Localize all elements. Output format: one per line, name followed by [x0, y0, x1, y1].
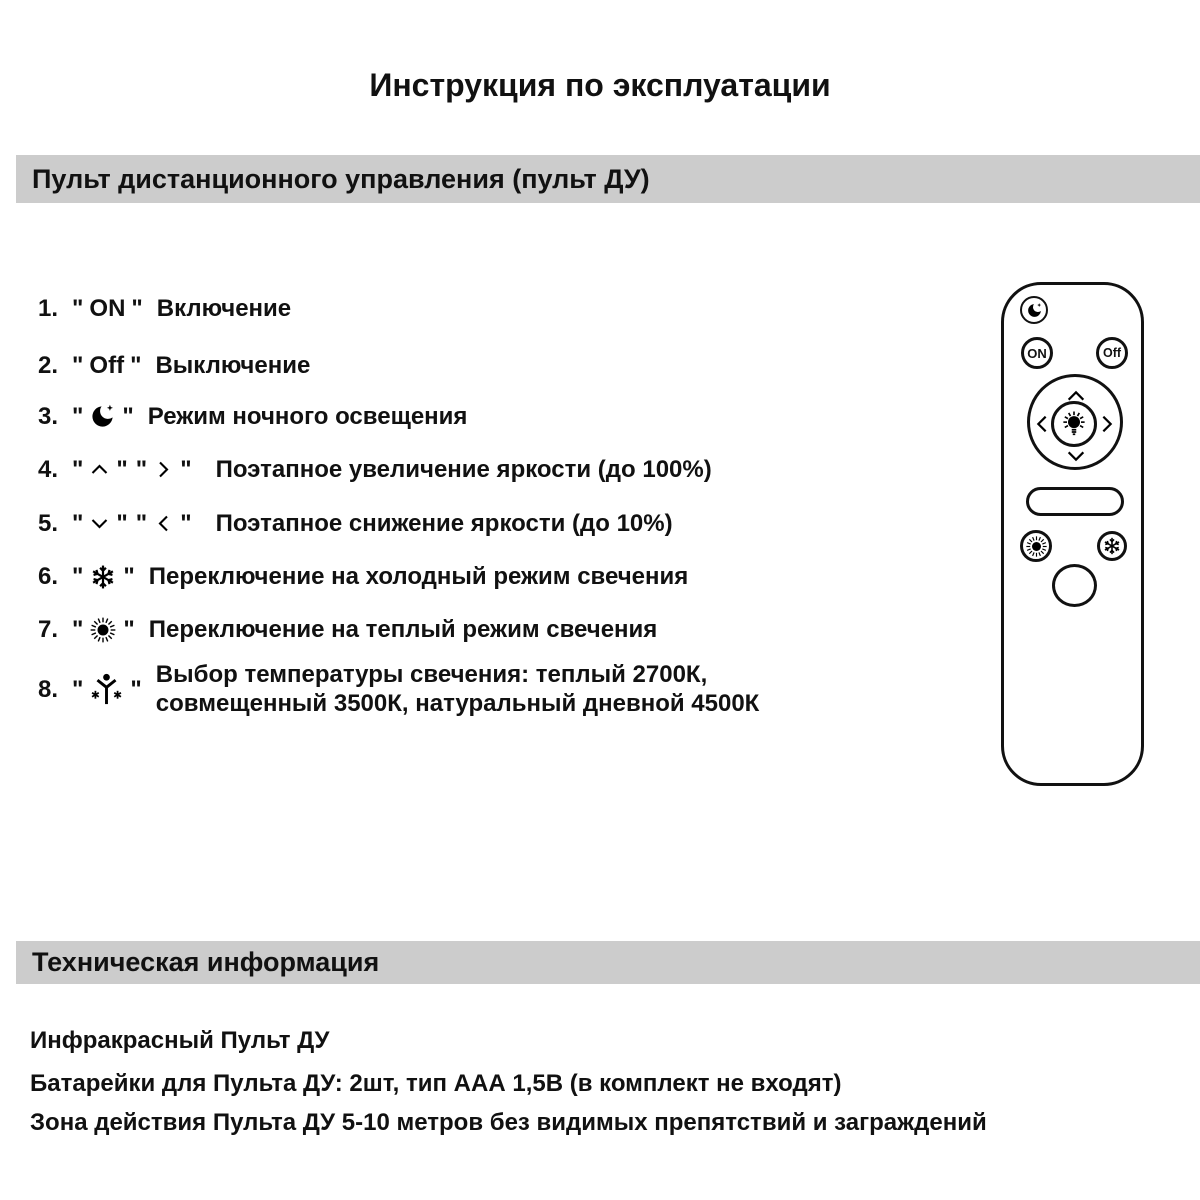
section-header-tech-label: Техническая информация — [32, 947, 380, 977]
off-button-label: Off — [1102, 346, 1122, 360]
main-light-button — [1051, 401, 1097, 447]
moon-icon — [1026, 302, 1043, 319]
item-description: Переключение на холодный режим свечения — [148, 563, 689, 590]
quote-mark: " — [122, 403, 134, 430]
remote-control-diagram — [1001, 282, 1144, 786]
bulb-icon — [1059, 409, 1089, 439]
item-description: Поэтапное увеличение яркости (до 100%) — [215, 456, 712, 483]
quote-mark: " — [72, 456, 84, 483]
chevron-left-icon — [153, 513, 174, 534]
quote-mark: " — [123, 563, 135, 590]
quote-mark: " — [72, 295, 84, 322]
sun-icon — [1025, 535, 1048, 558]
temperature-select-icon — [89, 672, 124, 707]
instruction-item-8 — [38, 660, 821, 718]
sun-icon — [89, 616, 117, 644]
snowflake-icon — [89, 563, 117, 591]
quote-mark: " — [72, 352, 84, 379]
quote-mark: " — [72, 403, 84, 430]
item-number: 5. — [38, 510, 59, 537]
on-button-label: ON — [1027, 345, 1047, 361]
instruction-item-7 — [38, 615, 657, 644]
instruction-item-2 — [38, 351, 310, 380]
quote-mark: " — [135, 456, 148, 483]
page-title: Инструкция по эксплуатации — [369, 67, 831, 103]
quote-mark: " — [180, 456, 192, 483]
quote-mark: " — [130, 675, 142, 703]
chevron-down-icon — [89, 513, 110, 534]
item-number: 6. — [38, 563, 59, 590]
quote-mark: " — [135, 510, 148, 537]
item-number: 4. — [38, 456, 59, 483]
quote-mark: " — [72, 675, 84, 703]
quote-mark: " — [116, 510, 128, 537]
moon-icon — [89, 403, 116, 430]
tech-info-line: Батарейки для Пульта ДУ: 2шт, тип ААА 1,5В (в комплект не входят) — [30, 1070, 842, 1097]
snowflake-icon — [1102, 536, 1122, 556]
aux-button — [1052, 564, 1097, 607]
off-button — [1096, 337, 1128, 369]
instruction-item-1 — [38, 294, 291, 323]
quote-mark: " — [72, 510, 84, 537]
section-header-remote — [16, 155, 1200, 203]
tech-info-line: Инфракрасный Пульт ДУ — [30, 1027, 330, 1054]
item-description: Режим ночного освещения — [147, 403, 468, 430]
section-header-tech — [16, 941, 1200, 984]
cold-mode-button — [1097, 531, 1127, 561]
item-description: Выбор температуры свечения: теплый 2700К, совмещенный 3500К, натуральный дневной 4500К — [155, 661, 760, 717]
instruction-item-4 — [38, 455, 712, 484]
scene-button — [1026, 487, 1124, 516]
chevron-up-icon — [89, 459, 110, 480]
button-label-token: ON — [89, 295, 126, 322]
quote-mark: " — [180, 510, 192, 537]
section-header-remote-label: Пульт дистанционного управления (пульт ДУ) — [32, 163, 650, 194]
item-number: 3. — [38, 403, 59, 430]
quote-mark: " — [116, 456, 128, 483]
item-number: 7. — [38, 616, 59, 643]
item-description: Включение — [156, 295, 292, 322]
item-description: Выключение — [155, 352, 311, 379]
chevron-down-icon — [1065, 445, 1087, 472]
chevron-right-icon — [1096, 413, 1118, 440]
quote-mark: " — [130, 352, 142, 379]
instruction-item-6 — [38, 562, 688, 591]
on-button — [1021, 337, 1053, 369]
tech-info-line: Зона действия Пульта ДУ 5-10 метров без видимых препятствий и заграждений — [30, 1109, 987, 1136]
chevron-left-icon — [1031, 413, 1053, 440]
item-number: 8. — [38, 675, 59, 703]
quote-mark: " — [131, 295, 143, 322]
instruction-item-5 — [38, 509, 673, 538]
night-mode-button — [1020, 296, 1048, 324]
warm-mode-button — [1020, 530, 1052, 562]
instruction-item-3 — [38, 402, 467, 431]
quote-mark: " — [123, 616, 135, 643]
button-label-token: Off — [89, 352, 125, 379]
chevron-right-icon — [153, 459, 174, 480]
item-number: 2. — [38, 352, 59, 379]
quote-mark: " — [72, 616, 84, 643]
item-description: Поэтапное снижение яркости (до 10%) — [215, 510, 673, 537]
item-number: 1. — [38, 295, 59, 322]
quote-mark: " — [72, 563, 84, 590]
item-description: Переключение на теплый режим свечения — [148, 616, 658, 643]
